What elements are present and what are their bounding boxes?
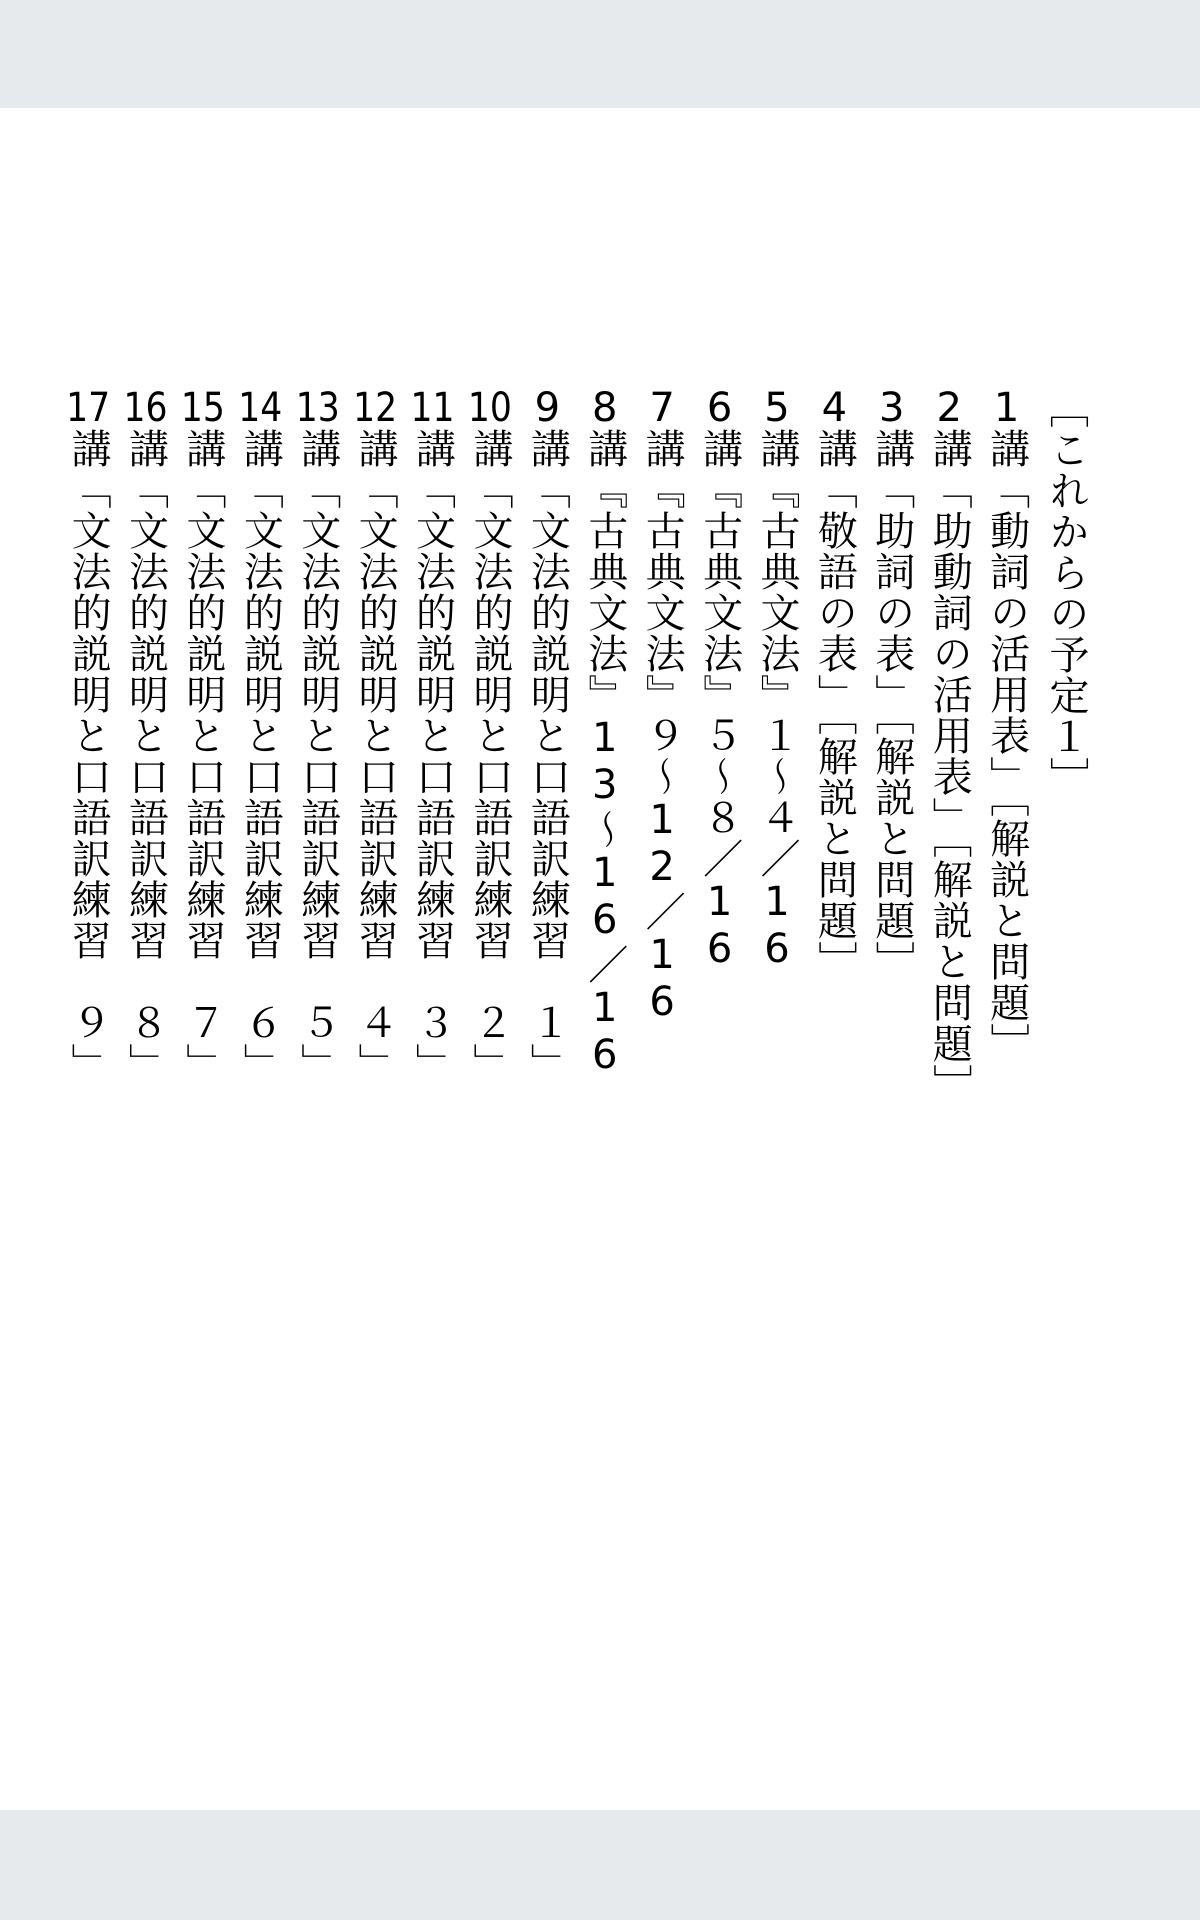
lecture-unit: 講 (466, 428, 513, 469)
lecture-title: 『古典文法』５〜８／16 (696, 469, 743, 973)
lecture-number: 9 (534, 388, 561, 428)
lecture-number: 8 (592, 388, 618, 428)
lecture-unit: 講 (868, 428, 915, 469)
lecture-number: 11 (410, 388, 455, 428)
lecture-title: 「敬語の表」［解説と問題］ (811, 469, 858, 982)
lecture-title: 「助詞の表」［解説と問題］ (868, 469, 915, 982)
lecture-unit: 講 (409, 428, 456, 469)
lecture-number: 16 (123, 388, 168, 428)
lecture-number: 1 (993, 388, 1020, 428)
schedule-entry (59, 388, 116, 1088)
lecture-title: 「文法的説明と口語訳練習 ３」 (409, 469, 456, 1084)
schedule-entry (862, 388, 919, 1088)
lecture-number: 2 (936, 388, 962, 428)
lecture-unit: 講 (926, 428, 973, 469)
page (0, 108, 1200, 1810)
schedule-entry (748, 388, 805, 1088)
lecture-unit: 講 (122, 428, 169, 469)
lecture-title: 「文法的説明と口語訳練習 １」 (524, 469, 571, 1084)
lecture-number: 17 (66, 388, 111, 428)
lecture-unit: 講 (983, 428, 1030, 469)
schedule-entry (633, 388, 690, 1088)
schedule-entry (346, 388, 403, 1088)
lecture-unit: 講 (696, 428, 743, 469)
schedule-entry (518, 388, 575, 1088)
lecture-unit: 講 (753, 428, 800, 469)
schedule-entry (977, 388, 1034, 1088)
lecture-title: 「文法的説明と口語訳練習 ８」 (122, 469, 169, 1084)
schedule-entry (288, 388, 345, 1088)
lecture-unit: 講 (352, 428, 399, 469)
lecture-unit: 講 (811, 428, 858, 469)
lecture-number: 6 (706, 388, 733, 428)
lecture-title: 「文法的説明と口語訳練習 ６」 (237, 469, 284, 1084)
lecture-unit: 講 (639, 428, 686, 469)
lecture-number: 13 (295, 388, 340, 428)
schedule-entry (174, 388, 231, 1088)
lecture-number: 4 (821, 388, 848, 428)
lecture-title: 『古典文法』９〜12／16 (639, 469, 686, 1026)
schedule-text (59, 388, 1094, 1105)
schedule-entry (461, 388, 518, 1088)
lecture-number: 12 (353, 388, 398, 428)
lecture-title: 「動詞の活用表」［解説と問題］ (983, 469, 1030, 1064)
lecture-number: 3 (879, 388, 905, 428)
lecture-number: 5 (764, 388, 790, 428)
lecture-number: 15 (180, 388, 225, 428)
lecture-title: 『古典文法』13〜16／16 (581, 469, 628, 1079)
lecture-title: 「文法的説明と口語訳練習 ７」 (179, 469, 226, 1084)
schedule-entry (575, 388, 632, 1088)
lecture-number: 7 (649, 388, 675, 428)
lecture-unit: 講 (524, 428, 571, 469)
lecture-title: 「文法的説明と口語訳練習 ４」 (352, 469, 399, 1084)
lecture-unit: 講 (294, 428, 341, 469)
lecture-unit: 講 (581, 428, 628, 469)
lecture-title: 「文法的説明と口語訳練習 ５」 (294, 469, 341, 1084)
schedule-heading: ［これからの予定１］ (1043, 388, 1089, 798)
lecture-number: 10 (467, 388, 512, 428)
lecture-title: 「文法的説明と口語訳練習 ２」 (466, 469, 513, 1084)
lecture-title: 「文法的説明と口語訳練習 ９」 (65, 469, 112, 1084)
lecture-unit: 講 (65, 428, 112, 469)
schedule-entry (231, 388, 288, 1088)
schedule-entry (116, 388, 173, 1088)
schedule-entry (920, 388, 977, 1105)
schedule-list (59, 388, 1035, 1105)
lecture-unit: 講 (237, 428, 284, 469)
lecture-unit: 講 (179, 428, 226, 469)
schedule-entry (805, 388, 862, 1088)
lecture-number: 14 (238, 388, 283, 428)
schedule-entry (690, 388, 747, 1088)
lecture-title: 「助動詞の活用表」［解説と問題］ (926, 469, 973, 1105)
lecture-title: 『古典文法』１〜４／16 (753, 469, 800, 973)
schedule-entry (403, 388, 460, 1088)
